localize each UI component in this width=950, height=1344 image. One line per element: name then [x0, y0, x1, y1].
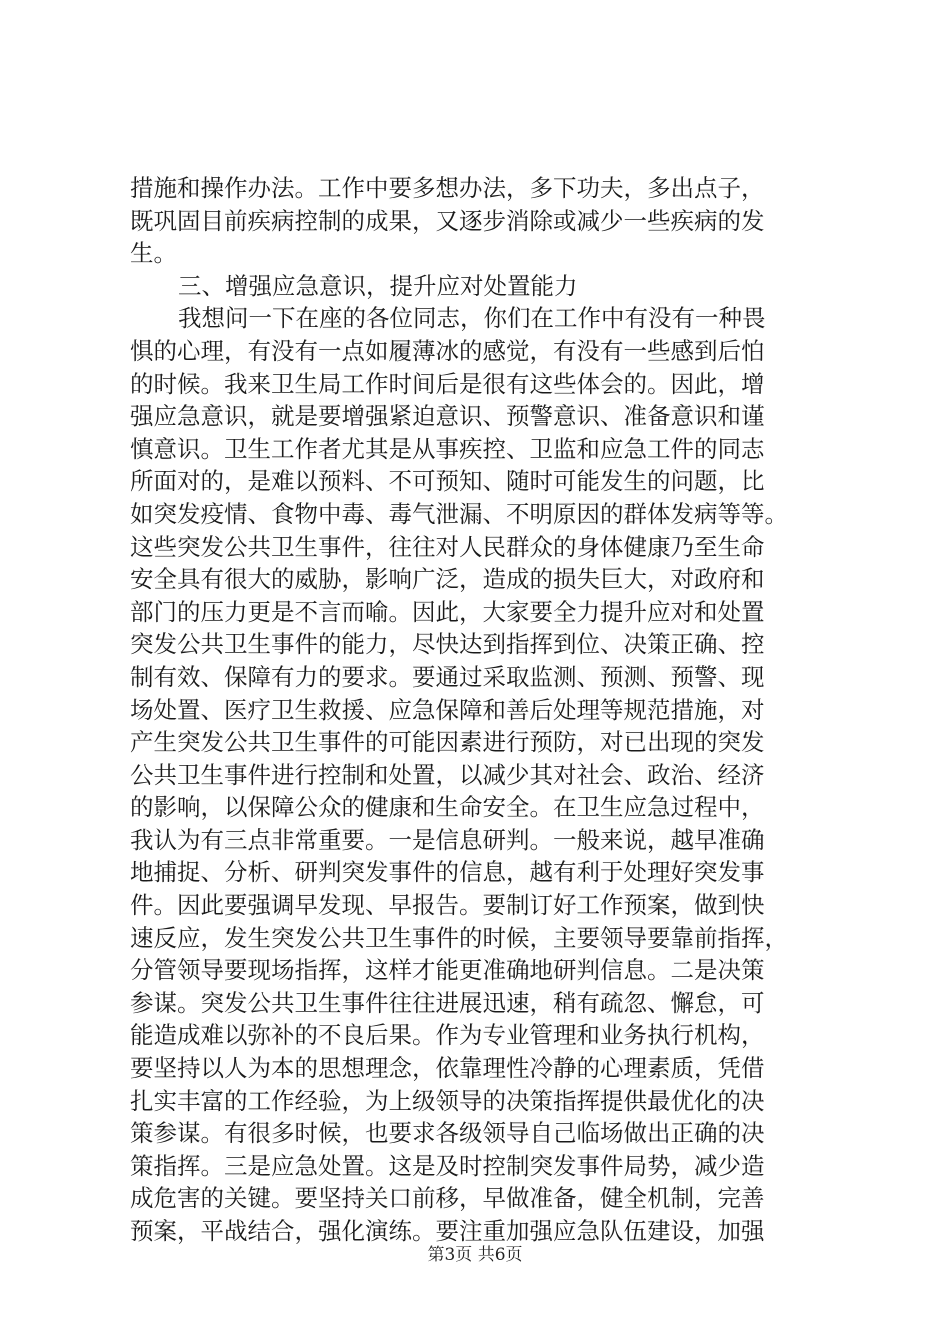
text-line: 的影响，以保障公众的健康和生命安全。在卫生应急过程中， [130, 793, 765, 822]
text-line: 惧的心理，有没有一点如履薄冰的感觉，有没有一些感到后怕 [130, 336, 765, 365]
text-line: 成危害的关键。要坚持关口前移，早做准备，健全机制，完善 [130, 1184, 765, 1213]
text-line: 预案，平战结合，强化演练。要注重加强应急队伍建设，加强 [130, 1217, 765, 1245]
text-line: 件。因此要强调早发现、早报告。要制订好工作预案，做到快 [130, 891, 765, 920]
text-line: 强应急意识，就是要增强紧迫意识、预警意识、准备意识和谨 [130, 402, 765, 431]
text-line: 地捕捉、分析、研判突发事件的信息，越有利于处理好突发事 [130, 858, 765, 887]
text-line: 的时候。我来卫生局工作时间后是很有这些体会的。因此，增 [130, 369, 765, 398]
text-line: 参谋。突发公共卫生事件往往进展迅速，稍有疏忽、懈怠，可 [130, 988, 765, 1017]
text-line: 速反应，发生突发公共卫生事件的时候，主要领导要靠前指挥， [130, 923, 788, 952]
text-line: 分管领导要现场指挥，这样才能更准确地研判信息。二是决策 [130, 956, 765, 985]
text-line: 安全具有很大的威胁，影响广泛，造成的损失巨大，对政府和 [130, 565, 765, 594]
text-line: 部门的压力更是不言而喻。因此，大家要全力提升应对和处置 [130, 597, 765, 626]
text-line: 慎意识。卫生工作者尤其是从事疾控、卫监和应急工件的同志 [130, 434, 765, 463]
text-line: 公共卫生事件进行控制和处置，以减少其对社会、政治、经济 [130, 760, 765, 789]
text-line: 制有效、保障有力的要求。要通过采取监测、预测、预警、现 [130, 662, 765, 691]
text-line: 所面对的，是难以预料、不可预知、随时可能发生的问题，比 [130, 467, 765, 496]
text-line: 这些突发公共卫生事件，往往对人民群众的身体健康乃至生命 [130, 532, 765, 561]
body-text [130, 172, 830, 1248]
text-line: 产生突发公共卫生事件的可能因素进行预防，对已出现的突发 [130, 728, 765, 757]
text-line: 生。 [130, 239, 177, 268]
text-line: 突发公共卫生事件的能力，尽快达到指挥到位、决策正确、控 [130, 630, 765, 659]
text-line: 我认为有三点非常重要。一是信息研判。一般来说，越早准确 [130, 825, 765, 854]
text-line: 能造成难以弥补的不良后果。作为专业管理和业务执行机构， [130, 1021, 765, 1050]
page-number-footer: 第3页 共6页 [427, 1245, 523, 1265]
text-line: 既巩固目前疾病控制的成果，又逐步消除或减少一些疾病的发 [130, 206, 765, 235]
text-line: 扎实丰富的工作经验，为上级领导的决策指挥提供最优化的决 [130, 1086, 765, 1115]
text-line: 要坚持以人为本的思想理念，依靠理性冷静的心理素质，凭借 [130, 1054, 765, 1083]
text-line: 如突发疫情、食物中毒、毒气泄漏、不明原因的群体发病等等。 [130, 499, 788, 528]
text-line: 场处置、医疗卫生救援、应急保障和善后处理等规范措施，对 [130, 695, 765, 724]
text-line: 措施和操作办法。工作中要多想办法，多下功夫，多出点子， [130, 174, 765, 202]
section-heading: 三、增强应急意识，提升应对处置能力 [178, 271, 578, 300]
text-line: 我想问一下在座的各位同志，你们在工作中有没有一种畏 [178, 304, 766, 333]
text-line: 策参谋。有很多时候，也要求各级领导自己临场做出正确的决 [130, 1119, 765, 1148]
text-line: 策指挥。三是应急处置。这是及时控制突发事件局势，减少造 [130, 1151, 765, 1180]
